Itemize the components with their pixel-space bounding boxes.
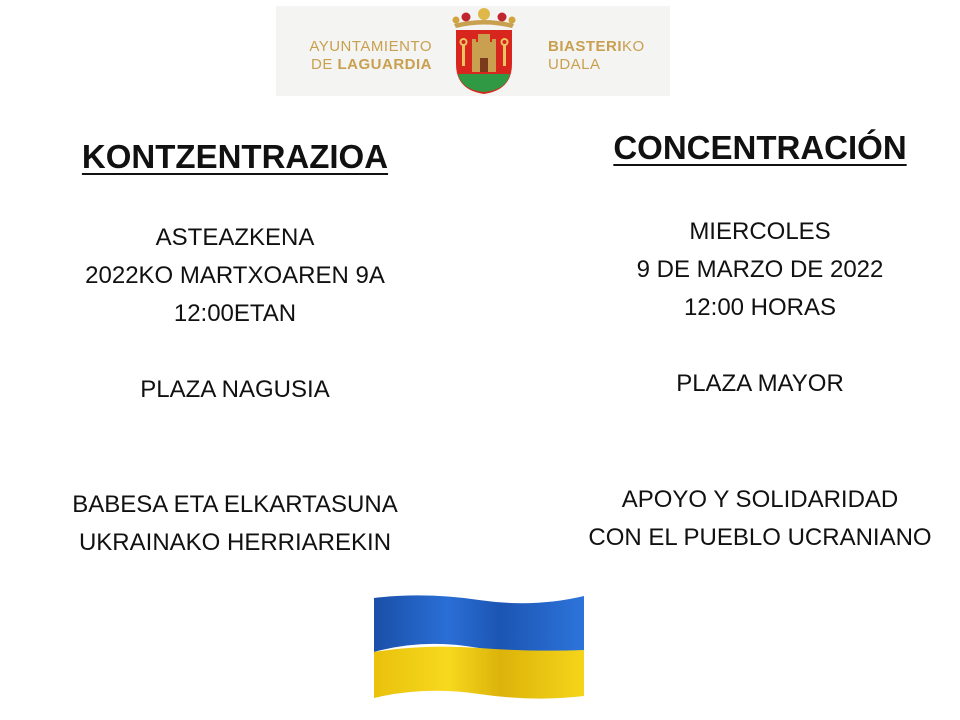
logo-text-basque (548, 38, 668, 74)
basque-heading-text: KONTZENTRAZIOA (81, 138, 389, 175)
spanish-time: 12:00 HORAS (683, 294, 837, 321)
spanish-message-line2: CON EL PUEBLO UCRANIANO (588, 524, 932, 551)
logo-biasteriko-line (548, 38, 668, 56)
spanish-date: 9 DE MARZO DE 2022 (636, 256, 884, 283)
basque-place: PLAZA NAGUSIA (140, 376, 330, 403)
spanish-heading-text: CONCENTRACIÓN (613, 129, 907, 166)
spanish-place: PLAZA MAYOR (676, 370, 844, 397)
municipal-logo (276, 6, 670, 96)
spanish-day: MIERCOLES (689, 218, 831, 245)
ukraine-flag-icon (374, 592, 584, 700)
coat-of-arms-icon (442, 6, 526, 96)
basque-message-line1: BABESA ETA ELKARTASUNA (72, 491, 398, 518)
basque-date: 2022KO MARTXOAREN 9A (85, 262, 385, 289)
logo-laguardia: LAGUARDIA (337, 56, 432, 73)
logo-laguardia-line (282, 56, 432, 74)
logo-ayuntamiento: AYUNTAMIENTO (309, 38, 432, 55)
logo-ko: KO (622, 38, 645, 55)
basque-time: 12:00ETAN (173, 300, 297, 327)
spanish-message-line1: APOYO Y SOLIDARIDAD (621, 486, 899, 513)
basque-heading (40, 138, 430, 176)
logo-biasteri: BIASTERI (548, 38, 623, 55)
basque-day: ASTEAZKENA (155, 224, 315, 251)
logo-text-spanish (282, 38, 432, 74)
spanish-heading (560, 129, 960, 167)
basque-message-line2: UKRAINAKO HERRIAREKIN (78, 529, 392, 556)
logo-de: DE (310, 56, 338, 73)
logo-udala: UDALA (548, 56, 601, 73)
